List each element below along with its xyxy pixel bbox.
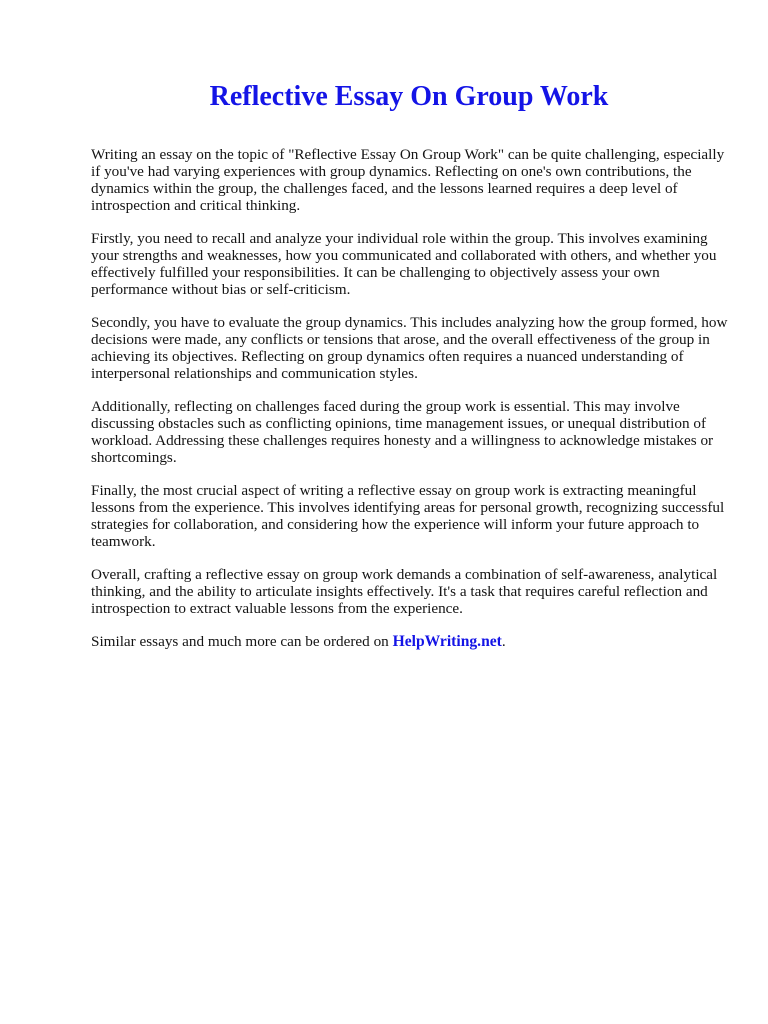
document-body <box>91 146 731 650</box>
footer-text: Similar essays and much more can be ordered on <box>91 633 393 650</box>
paragraph-individual-role: Firstly, you need to recall and analyze your individual role within the group. This involves examining your strengths and weaknesses, how you communicated and collaborated with others, and whether you effectively fulfilled your responsibilities. It can be challenging to objectively assess your own performance without bias or self-criticism. <box>91 230 717 298</box>
footer-suffix: . <box>501 633 506 650</box>
document-title: Reflective Essay On Group Work <box>209 81 609 112</box>
paragraph-group-dynamics: Secondly, you have to evaluate the group dynamics. This includes analyzing how the group formed, how decisions were made, any conflicts or tensions that arose, and the overall effectiveness of the group in achieving its objectives. Reflecting on group dynamics often requires a nuanced understanding of interpersonal relationships and communication styles. <box>91 314 728 382</box>
paragraph-conclusion: Overall, crafting a reflective essay on group work demands a combination of self-awareness, analytical thinking, and the ability to articulate insights effectively. It's a task that requires careful reflection and introspection to extract valuable lessons from the experience. <box>91 566 718 617</box>
paragraph-challenges: Additionally, reflecting on challenges faced during the group work is essential. This may involve discussing obstacles such as conflicting opinions, time management issues, or unequal distribution of workload. Addressing these challenges requires honesty and a willingness to acknowledge mistakes or shortcomings. <box>91 398 714 466</box>
helpwriting-link[interactable]: HelpWriting.net <box>392 633 502 650</box>
paragraph-intro: Writing an essay on the topic of "Reflective Essay On Group Work" can be quite challenging, especially if you've had varying experiences with group dynamics. Reflecting on one's own contributions, the dynamics within the group, the challenges faced, and the lessons learned requires a deep level of introspection and critical thinking. <box>91 146 725 214</box>
paragraph-lessons: Finally, the most crucial aspect of writing a reflective essay on group work is extracting meaningful lessons from the experience. This involves identifying areas for personal growth, recognizing successful strategies for collaboration, and considering how the experience will inform your future approach to teamwork. <box>91 482 725 550</box>
footer-note <box>91 633 731 650</box>
